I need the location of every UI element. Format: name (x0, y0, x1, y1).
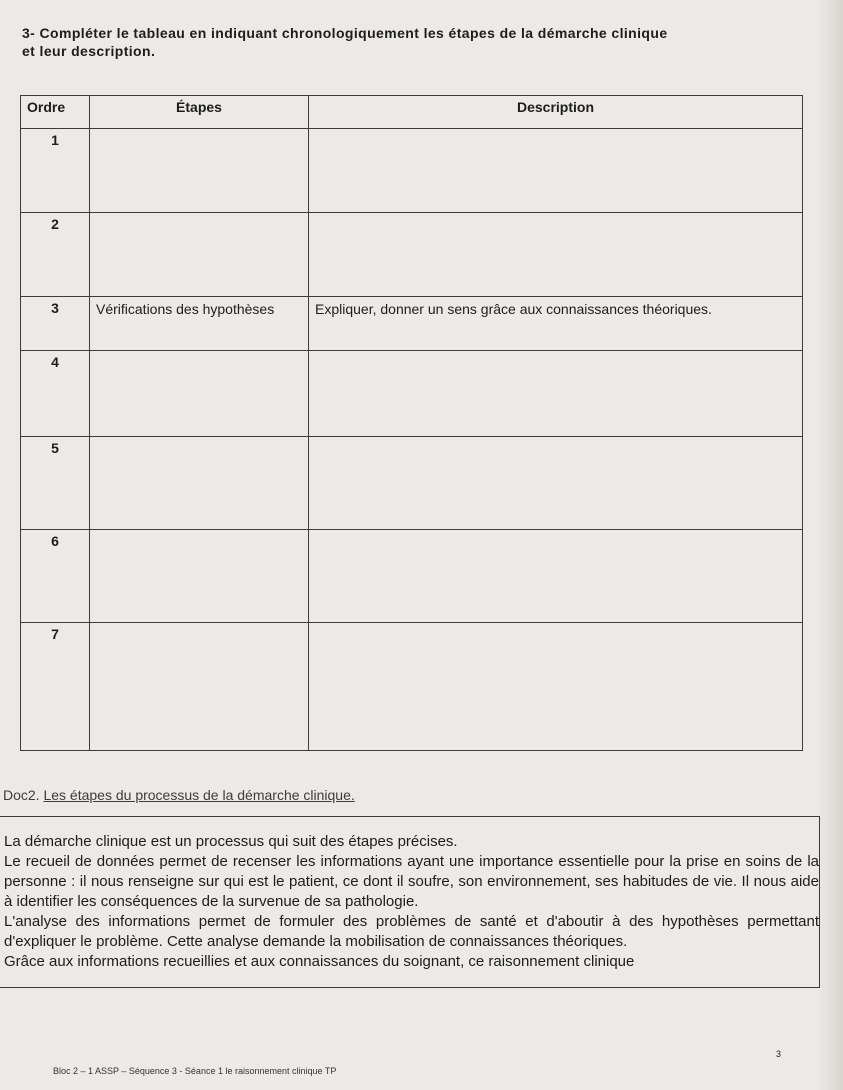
row-ordre: 6 (21, 530, 90, 623)
page-number: 3 (776, 1049, 782, 1059)
instruction-line-1: 3- Compléter le tableau en indiquant chronologiquement les étapes de la démarche clinique (22, 25, 668, 41)
table-header-row (21, 96, 803, 129)
row-description-field[interactable]: Expliquer, donner un sens grâce aux connaissances théoriques. (309, 297, 803, 351)
caption-title: Les étapes du processus de la démarche clinique. (43, 787, 355, 803)
row-description-field[interactable] (309, 437, 803, 530)
row-description-field[interactable] (309, 213, 803, 297)
row-etape-field[interactable] (90, 530, 309, 623)
header-etapes: Étapes (90, 96, 309, 129)
paper-edge (817, 0, 843, 1090)
instruction-line-2: et leur description. (22, 43, 156, 59)
header-description: Description (309, 96, 803, 129)
row-ordre: 2 (21, 213, 90, 297)
doc-paragraph: La démarche clinique est un processus qui suit des étapes précises. (4, 833, 458, 850)
table-row (21, 213, 803, 297)
row-etape-field[interactable]: Vérifications des hypothèses (90, 297, 309, 351)
doc-paragraph: Le recueil de données permet de recenser les informations ayant une importance essentielle pour la prise en soins de la personne : il nous renseigne sur qui est le patient, ce dont il soufre, son environnement, ses habitudes de vie. Il nous aide à identifier les conséquences de la survenue de sa pathologie. (4, 853, 819, 910)
table-row (21, 437, 803, 530)
table-row (21, 351, 803, 437)
document-body (4, 832, 819, 972)
table-row (21, 129, 803, 213)
doc-paragraph: Grâce aux informations recueillies et aux connaissances du soignant, ce raisonnement clinique (4, 953, 635, 970)
table-row (21, 530, 803, 623)
table-row (21, 623, 803, 751)
exercise-instruction (22, 24, 812, 60)
row-description-field[interactable] (309, 623, 803, 751)
row-ordre: 1 (21, 129, 90, 213)
row-ordre: 7 (21, 623, 90, 751)
table-row (21, 297, 803, 351)
row-etape-field[interactable] (90, 351, 309, 437)
row-etape-field[interactable] (90, 437, 309, 530)
caption-prefix: Doc2. (3, 787, 40, 803)
document-caption (3, 787, 355, 803)
row-description-field[interactable] (309, 530, 803, 623)
clinical-steps-table (20, 95, 803, 751)
row-ordre: 4 (21, 351, 90, 437)
doc-paragraph: L'analyse des informations permet de formuler des problèmes de santé et d'aboutir à des hypothèses permettant d'expliquer le problème. Cette analyse demande la mobilisation de connaissances théoriques. (4, 913, 819, 950)
row-description-field[interactable] (309, 129, 803, 213)
header-ordre: Ordre (21, 96, 90, 129)
row-ordre: 3 (21, 297, 90, 351)
row-etape-field[interactable] (90, 213, 309, 297)
row-etape-field[interactable] (90, 623, 309, 751)
row-ordre: 5 (21, 437, 90, 530)
page-footer: Bloc 2 – 1 ASSP – Séquence 3 - Séance 1 le raisonnement clinique TP (53, 1066, 337, 1076)
row-description-field[interactable] (309, 351, 803, 437)
row-etape-field[interactable] (90, 129, 309, 213)
